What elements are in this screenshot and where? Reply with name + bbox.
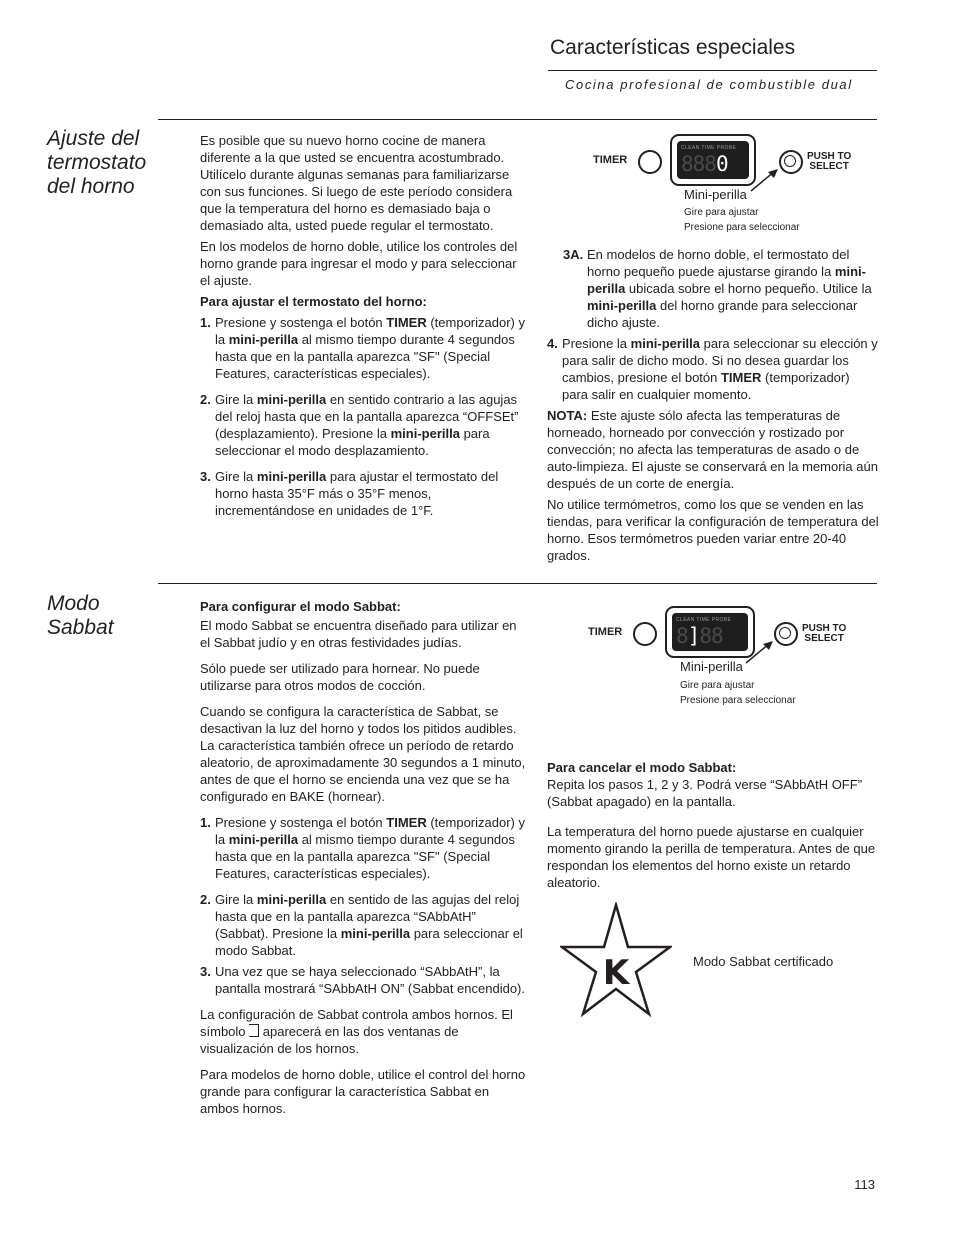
thermostat-right-column — [547, 246, 879, 568]
page-header-subtitle: Cocina profesional de combustible dual — [565, 77, 853, 92]
pointer-arrow-icon — [740, 639, 780, 669]
timer-label: TIMER — [593, 154, 628, 166]
control-panel-illustration — [585, 605, 875, 715]
section-title-thermostat: Ajuste del termostato del horno — [47, 127, 147, 198]
control-panel-illustration — [590, 133, 880, 233]
certified-label: Modo Sabbat certificado — [693, 954, 834, 969]
paragraph: Sólo puede ser utilizado para hornear. No puede utilizarse para otros modos de cocción. — [200, 661, 480, 693]
display-header: CLEAN TIME PROBE — [676, 617, 732, 623]
mini-knob-label: Mini-perilla — [684, 187, 747, 202]
sabbath-right-column — [547, 759, 879, 895]
thermostat-left-column — [200, 132, 530, 528]
paragraph: No utilice termómetros, como los que se venden en las tiendas, para verificar la configuración de temperatura del horno. Esos termómetros pueden variar entre 20-40 grados. — [547, 497, 879, 563]
timer-button-icon — [638, 150, 662, 174]
section-title-sabbath: Modo Sabbat — [47, 592, 114, 639]
subheading: Para ajustar el termostato del horno: — [200, 294, 427, 309]
knob-instructions: Gire para ajustar Presione para seleccionar — [680, 680, 796, 706]
display-digits-icon: 8880 — [681, 152, 728, 176]
paragraph: La temperatura del horno puede ajustarse en cualquier momento girando la perilla de temperatura. Antes de que respondan los elementos del horno existe un retardo aleatorio. — [547, 824, 876, 890]
section-divider — [158, 119, 877, 120]
paragraph: Es posible que su nuevo horno cocine de manera diferente a la que usted se encuentra acostumbrado. Utilícelo durante algunas semanas para familiarizarse con sus funciones. Si luego de este período considera que la temperatura del horno es demasiado baja o demasiado alta, usted puede regular el termostato. — [200, 133, 513, 233]
page-number: 113 — [854, 1177, 875, 1192]
pointer-arrow-icon — [745, 167, 785, 197]
header-rule — [548, 70, 877, 71]
step-2: 2. Gire la mini-perilla en sentido de las agujas del reloj hasta que en la pantalla aparezca “SAbbAtH” (Sabbat). Presione la mini-perilla para seleccionar el modo Sabbat. — [200, 892, 523, 958]
display-digits-icon: 8]88 — [676, 624, 723, 648]
oven-display — [672, 613, 748, 651]
step-1: 1. Presione y sostenga el botón TIMER (temporizador) y la mini-perilla al mismo tiempo durante 4 segundos hasta que en la pantalla aparezca "SF" (Special Features, características especiales). — [200, 315, 525, 381]
page-header-title: Características especiales — [550, 36, 796, 59]
paragraph: La configuración de Sabbat controla ambos hornos. El símbolo aparecerá en las dos ventanas de visualización de los hornos. — [200, 1007, 513, 1056]
subheading: Para configurar el modo Sabbat: — [200, 599, 401, 614]
paragraph: El modo Sabbat se encuentra diseñado para utilizar en el Sabbat judío y en otras festividades judías. — [200, 618, 517, 650]
timer-label: TIMER — [588, 626, 623, 638]
paragraph: En los modelos de horno doble, utilice los controles del horno grande para ingresar el modo y para seleccionar el ajuste. — [200, 239, 518, 288]
step-1: 1. Presione y sostenga el botón TIMER (temporizador) y la mini-perilla al mismo tiempo durante 4 segundos hasta que en la pantalla aparezca "SF" (Special Features, características especiales). — [200, 815, 525, 881]
star-k-logo-icon — [560, 902, 672, 1018]
sabbath-symbol-icon — [249, 1024, 259, 1037]
star-k-letter: K — [602, 953, 630, 993]
step-3: 3. Una vez que se haya seleccionado “SAbbAtH”, la pantalla mostrará “SAbbAtH ON” (Sabbat encendido). — [200, 964, 525, 996]
timer-button-icon — [633, 622, 657, 646]
display-header: CLEAN TIME PROBE — [681, 145, 737, 151]
step-4: 4. Presione la mini-perilla para seleccionar su elección y para salir de dicho modo. Si no desea guardar los cambios, presione el botón TIMER (temporizador) para salir en cualquier momento. — [547, 336, 878, 402]
note-paragraph: NOTA: Este ajuste sólo afecta las temperaturas de horneado, horneado por convección y rostizado por convección; no afecta las temperaturas de asado o de auto-limpieza. El ajuste se conservará en la memoria aún después de un corte de energía. — [547, 408, 878, 491]
sabbath-left-column — [200, 598, 530, 1121]
section-divider — [158, 583, 877, 584]
step-3a: 3A. En modelos de horno doble, el termostato del horno pequeño puede ajustarse girando la mini-perilla ubicada sobre el horno pequeño. Utilice la mini-perilla del horno grande para seleccionar dicho ajuste. — [563, 247, 872, 330]
step-2: 2. Gire la mini-perilla en sentido contrario a las agujas del reloj hasta que en la pantalla aparezca “OFFSEt” (desplazamiento). Presione la mini-perilla para seleccionar el modo desplazamiento. — [200, 392, 519, 458]
paragraph: Cuando se configura la característica de Sabbat, se desactivan la luz del horno y todos los pitidos audibles. La característica también ofrece un período de retardo aleatorio, de aproximadamente 30 segundos a 1 minuto, antes de que el horno se encienda una vez que se ha configurado en BAKE (hornear). — [200, 704, 526, 804]
knob-instructions: Gire para ajustar Presione para seleccionar — [684, 207, 800, 233]
push-to-select-label: PUSH TO SELECT — [807, 151, 852, 172]
paragraph: Para modelos de horno doble, utilice el control del horno grande para configurar la característica Sabbat en ambos hornos. — [200, 1067, 526, 1116]
subheading: Para cancelar el modo Sabbat: — [547, 760, 737, 775]
step-3: 3. Gire la mini-perilla para ajustar el termostato del horno hasta 35°F más o 35°F menos, incrementándose en unidades de 1°F. — [200, 469, 499, 518]
paragraph: Repita los pasos 1, 2 y 3. Podrá verse “SAbbAtH OFF” (Sabbat apagado) en la pantalla. — [547, 777, 863, 809]
oven-display — [677, 141, 749, 179]
push-to-select-label: PUSH TO SELECT — [802, 623, 847, 644]
display-bezel — [670, 134, 756, 186]
mini-knob-label: Mini-perilla — [680, 659, 743, 674]
